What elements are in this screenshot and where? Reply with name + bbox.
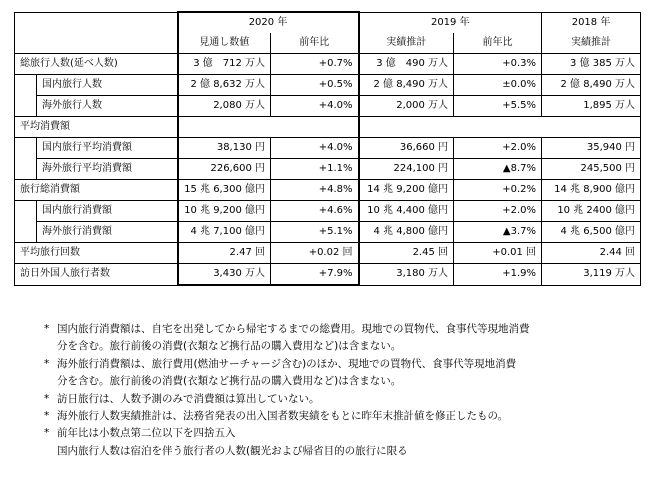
- footnote-mark: *: [44, 323, 50, 335]
- value-2020: 2.47 回: [178, 243, 271, 264]
- yoy-2019: +0.01 回: [454, 243, 542, 264]
- value-2020: 2 億 8,632 万人: [178, 75, 271, 96]
- value-2018: 2 億 8,490 万人: [542, 75, 641, 96]
- footnote-text: 海外旅行人数実績推計は、法務省発表の出入国者数実績をもとに昨年末推計値を修正したもの。: [57, 410, 509, 423]
- value-2019: 3 億 490 万人: [359, 54, 454, 75]
- header-corner-lower: [15, 33, 178, 54]
- yoy-2019: +1.9%: [454, 264, 542, 286]
- value-2019: [359, 117, 454, 138]
- value-2020: 226,600 円: [178, 159, 271, 180]
- row-label: 平均旅行回数: [15, 243, 178, 264]
- header-forecast-2020: 見通し数値: [178, 33, 271, 54]
- yoy-2020: +4.8%: [271, 180, 359, 201]
- yoy-2019: ▲8.7%: [454, 159, 542, 180]
- yoy-2020: +4.0%: [271, 96, 359, 117]
- value-2019: 10 兆 4,400 億円: [359, 201, 454, 222]
- table-row: [15, 180, 641, 201]
- value-2020: 3,430 万人: [178, 264, 271, 286]
- yoy-2020: [271, 117, 359, 138]
- row-label: 国内旅行消費額: [37, 201, 178, 222]
- footnote-mark: *: [44, 427, 50, 440]
- indent-cell: [15, 75, 37, 96]
- value-2018: 1,895 万人: [542, 96, 641, 117]
- yoy-2019: +0.2%: [454, 180, 542, 201]
- value-2020: [178, 117, 271, 138]
- header-year-2018: 2018 年: [542, 12, 641, 33]
- indent-cell: [15, 96, 37, 117]
- indent-cell: [15, 138, 37, 159]
- row-label: 総旅行人数(延べ人数): [15, 54, 178, 75]
- footnote-line: [44, 321, 644, 338]
- indent-cell: [15, 201, 37, 222]
- footnote-text: 海外旅行消費額は、旅行費用(燃油サーチャージ含む)のほか、現地での買物代、食事代等現地消費: [57, 357, 517, 370]
- value-2019: 2,000 万人: [359, 96, 454, 117]
- indent-cell: [15, 222, 37, 243]
- value-2018: 2.44 回: [542, 243, 641, 264]
- value-2020: 3 億 712 万人: [178, 54, 271, 75]
- footnote-line: [44, 443, 644, 460]
- footnote-line: [44, 391, 644, 408]
- table-row: [15, 54, 641, 75]
- footnote-line: [44, 373, 644, 390]
- header-estimate-2018: 実績推計: [542, 33, 641, 54]
- value-2018: 10 兆 2400 億円: [542, 201, 641, 222]
- header-row-sub: [15, 33, 641, 54]
- value-2019: 3,180 万人: [359, 264, 454, 286]
- footnote-text: 訪日旅行は、人数予測のみで消費額は算出していない。: [57, 392, 320, 405]
- yoy-2019: ▲3.7%: [454, 222, 542, 243]
- value-2018: 245,500 円: [542, 159, 641, 180]
- section-label: 平均消費額: [15, 117, 178, 138]
- row-label: 海外旅行人数: [37, 96, 178, 117]
- value-2018: 3 億 385 万人: [542, 54, 641, 75]
- footnote-line: [44, 356, 644, 373]
- footnote-mark: *: [44, 410, 50, 423]
- value-2019: 4 兆 4,800 億円: [359, 222, 454, 243]
- value-2019: 36,660 円: [359, 138, 454, 159]
- value-2020: 2,080 万人: [178, 96, 271, 117]
- table-row: [15, 75, 641, 96]
- value-2020: 4 兆 7,100 億円: [178, 222, 271, 243]
- row-label: 国内旅行人数: [37, 75, 178, 96]
- row-label: 国内旅行平均消費額: [37, 138, 178, 159]
- yoy-2019: [454, 117, 542, 138]
- indent-cell: [15, 159, 37, 180]
- value-2018: [542, 117, 641, 138]
- header-estimate-2019: 実績推計: [359, 33, 454, 54]
- yoy-2020: +0.5%: [271, 75, 359, 96]
- footnote-line: [44, 408, 644, 425]
- header-yoy-2019: 前年比: [454, 33, 542, 54]
- footnote-text: 前年比は小数点第二位以下を四捨五入: [57, 427, 236, 440]
- value-2018: 4 兆 6,500 億円: [542, 222, 641, 243]
- yoy-2020: +0.7%: [271, 54, 359, 75]
- yoy-2020: +4.0%: [271, 138, 359, 159]
- footnote-text: 分を含む。旅行前後の消費(衣類など携行品の購入費用など)は含まない。: [57, 375, 402, 388]
- footnote-text: 分を含む。旅行前後の消費(衣類など携行品の購入費用など)は含まない。: [57, 340, 402, 353]
- value-2019: 2.45 回: [359, 243, 454, 264]
- section-row: [15, 117, 641, 138]
- footnote-mark: *: [44, 392, 50, 405]
- yoy-2019: ±0.0%: [454, 75, 542, 96]
- yoy-2020: +4.6%: [271, 201, 359, 222]
- table-row: [15, 222, 641, 243]
- value-2018: 14 兆 8,900 億円: [542, 180, 641, 201]
- value-2019: 14 兆 9,200 億円: [359, 180, 454, 201]
- table-row: [15, 243, 641, 264]
- yoy-2020: +1.1%: [271, 159, 359, 180]
- value-2019: 2 億 8,490 万人: [359, 75, 454, 96]
- footnote-mark: *: [44, 357, 50, 370]
- table-row: [15, 138, 641, 159]
- value-2020: 10 兆 9,200 億円: [178, 201, 271, 222]
- footnote-text: 国内旅行人数は宿泊を伴う旅行者の人数(観光および帰省目的の旅行に限る: [57, 444, 408, 457]
- row-label: 海外旅行平均消費額: [37, 159, 178, 180]
- yoy-2019: +2.0%: [454, 201, 542, 222]
- footnote-line: [44, 425, 644, 442]
- row-label: 訪日外国人旅行者数: [15, 264, 178, 286]
- value-2020: 38,130 円: [178, 138, 271, 159]
- header-year-2019: 2019 年: [359, 12, 542, 33]
- yoy-2020: +5.1%: [271, 222, 359, 243]
- yoy-2020: +7.9%: [271, 264, 359, 286]
- value-2018: 35,940 円: [542, 138, 641, 159]
- row-label: 旅行総消費額: [15, 180, 178, 201]
- footnotes: [44, 321, 644, 460]
- table-row: [15, 201, 641, 222]
- value-2019: 224,100 円: [359, 159, 454, 180]
- footnote-line: [44, 338, 644, 355]
- value-2020: 15 兆 6,300 億円: [178, 180, 271, 201]
- header-yoy-2020: 前年比: [271, 33, 359, 54]
- yoy-2019: +2.0%: [454, 138, 542, 159]
- value-2018: 3,119 万人: [542, 264, 641, 286]
- header-corner: [15, 12, 178, 33]
- header-row-years: [15, 12, 641, 33]
- table-row: [15, 159, 641, 180]
- header-year-2020: 2020 年: [178, 12, 359, 33]
- yoy-2019: +5.5%: [454, 96, 542, 117]
- yoy-2019: +0.3%: [454, 54, 542, 75]
- yoy-2020: +0.02 回: [271, 243, 359, 264]
- table-row: [15, 96, 641, 117]
- table-row: [15, 264, 641, 286]
- travel-forecast-table: [14, 11, 641, 286]
- footnote-text: 国内旅行消費額は、自宅を出発してから帰宅するまでの総費用。現地での買物代、食事代等現地消費: [57, 323, 530, 335]
- row-label: 海外旅行消費額: [37, 222, 178, 243]
